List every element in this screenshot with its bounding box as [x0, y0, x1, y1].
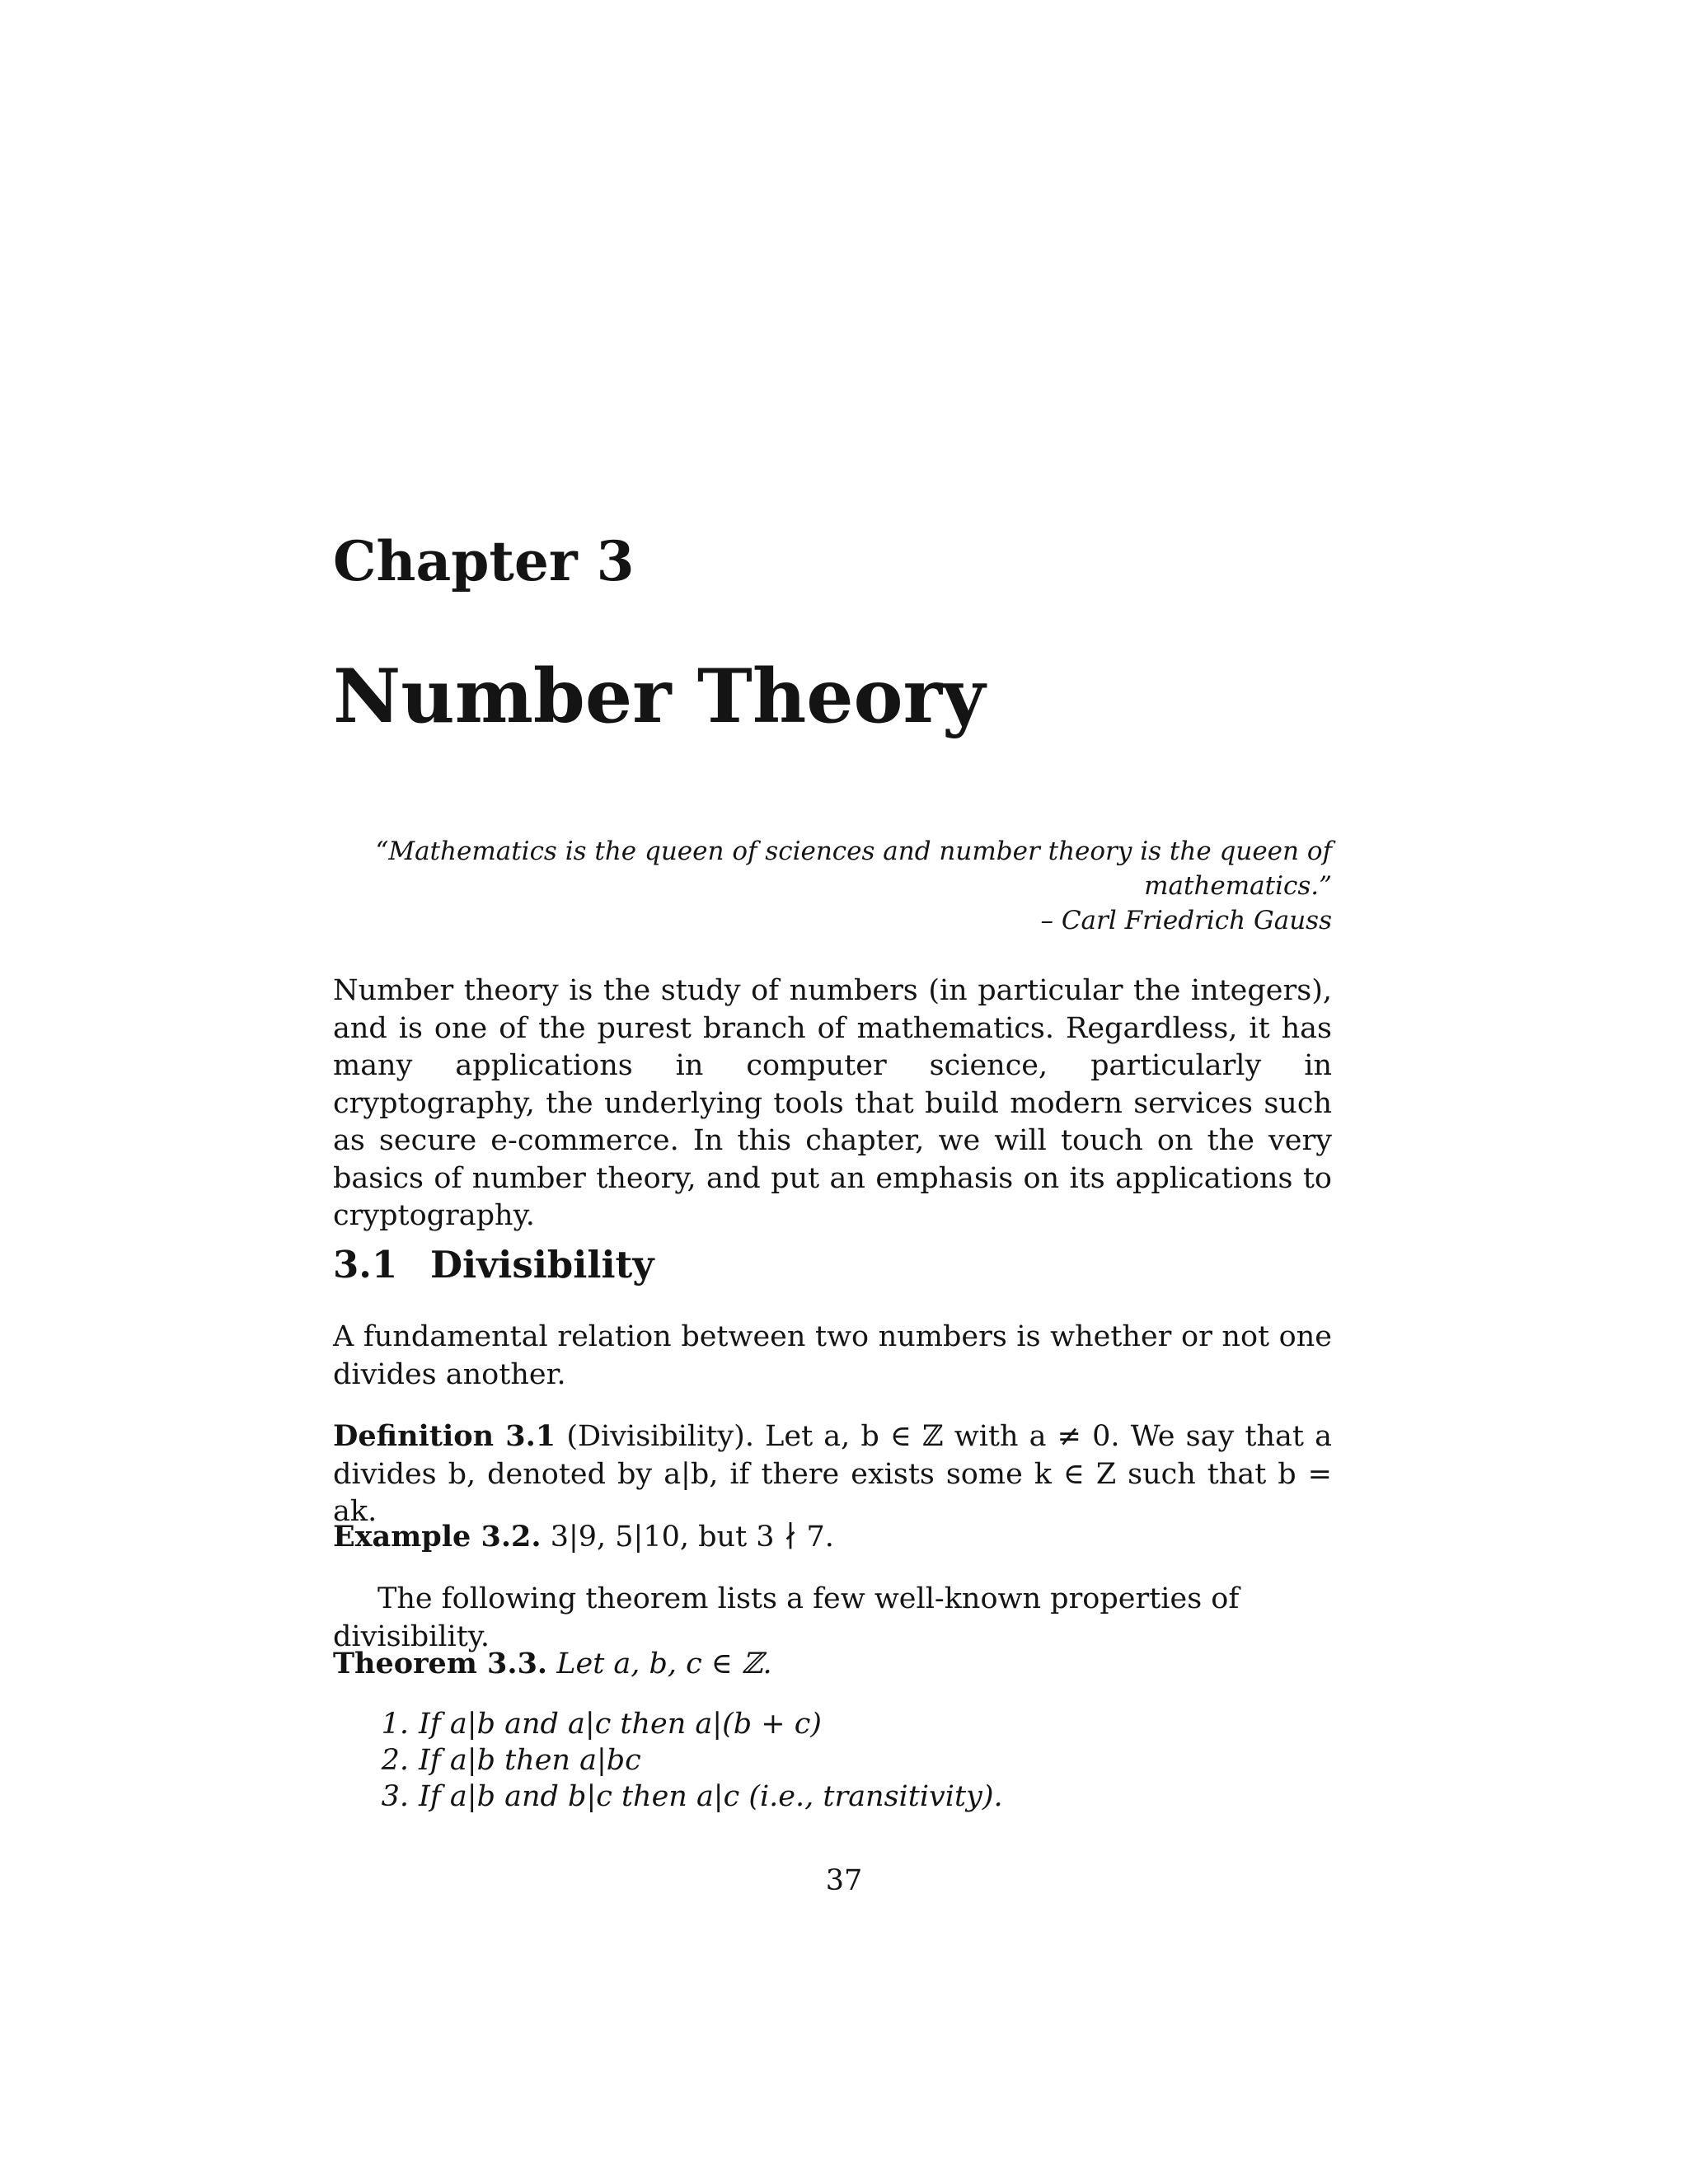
epigraph-attribution: – Carl Friedrich Gauss — [1040, 906, 1332, 935]
theorem-block — [333, 1645, 1332, 1684]
example-block — [333, 1518, 1332, 1557]
list-item-number: 3. — [381, 1780, 409, 1813]
theorem-intro-paragraph: The following theorem lists a few well-known properties of divisibility. — [333, 1582, 1240, 1653]
page-number: 37 — [825, 1864, 863, 1897]
definition-block — [333, 1418, 1332, 1531]
chapter-label: Chapter 3 — [333, 529, 635, 593]
definition-text: Let a, b ∈ ℤ with a ≠ 0. We say that a divides b, denoted by a|b, if there exists some k ∈ Z such that b = ak. — [333, 1420, 1332, 1528]
theorem-list — [368, 1706, 1003, 1815]
list-item-text: If a|b then a|bc — [419, 1744, 641, 1777]
example-text: 3|9, 5|10, but 3 ∤ 7. — [550, 1521, 834, 1554]
section-title: Divisibility — [430, 1243, 654, 1286]
list-item — [368, 1742, 1003, 1779]
intro-paragraph: Number theory is the study of numbers (in particular the integers), and is one of the purest branch of mathematics. Regardless, it has many applications in computer science, particularly in cryptography, the underlying tools that build modern services such as secure e-commerce. In this chapter, we will touch on the very basics of number theory, and put an emphasis on its applications to cryptography. — [333, 974, 1332, 1232]
list-item-number: 1. — [381, 1708, 409, 1741]
section-intro-paragraph: A fundamental relation between two numbers is whether or not one divides another. — [333, 1320, 1332, 1391]
list-item-number: 2. — [381, 1744, 409, 1777]
theorem-label: Theorem 3.3. — [333, 1647, 548, 1680]
epigraph — [333, 834, 1332, 938]
epigraph-line-2: mathematics.” — [1144, 871, 1332, 901]
list-item-text: If a|b and b|c then a|c (i.e., transitivity). — [419, 1780, 1003, 1813]
epigraph-line-1: “Mathematics is the queen of sciences and number theory is the queen of — [375, 837, 1332, 866]
definition-name: (Divisibility). — [566, 1420, 754, 1453]
theorem-text: Let a, b, c ∈ ℤ. — [556, 1647, 772, 1680]
section-heading — [333, 1243, 654, 1286]
list-item — [368, 1779, 1003, 1815]
list-item-text: If a|b and a|c then a|(b + c) — [419, 1708, 822, 1741]
section-number: 3.1 — [333, 1243, 398, 1286]
definition-label: Definition 3.1 — [333, 1419, 556, 1453]
example-label: Example 3.2. — [333, 1520, 542, 1554]
chapter-title: Number Theory — [333, 653, 986, 740]
list-item — [368, 1706, 1003, 1742]
